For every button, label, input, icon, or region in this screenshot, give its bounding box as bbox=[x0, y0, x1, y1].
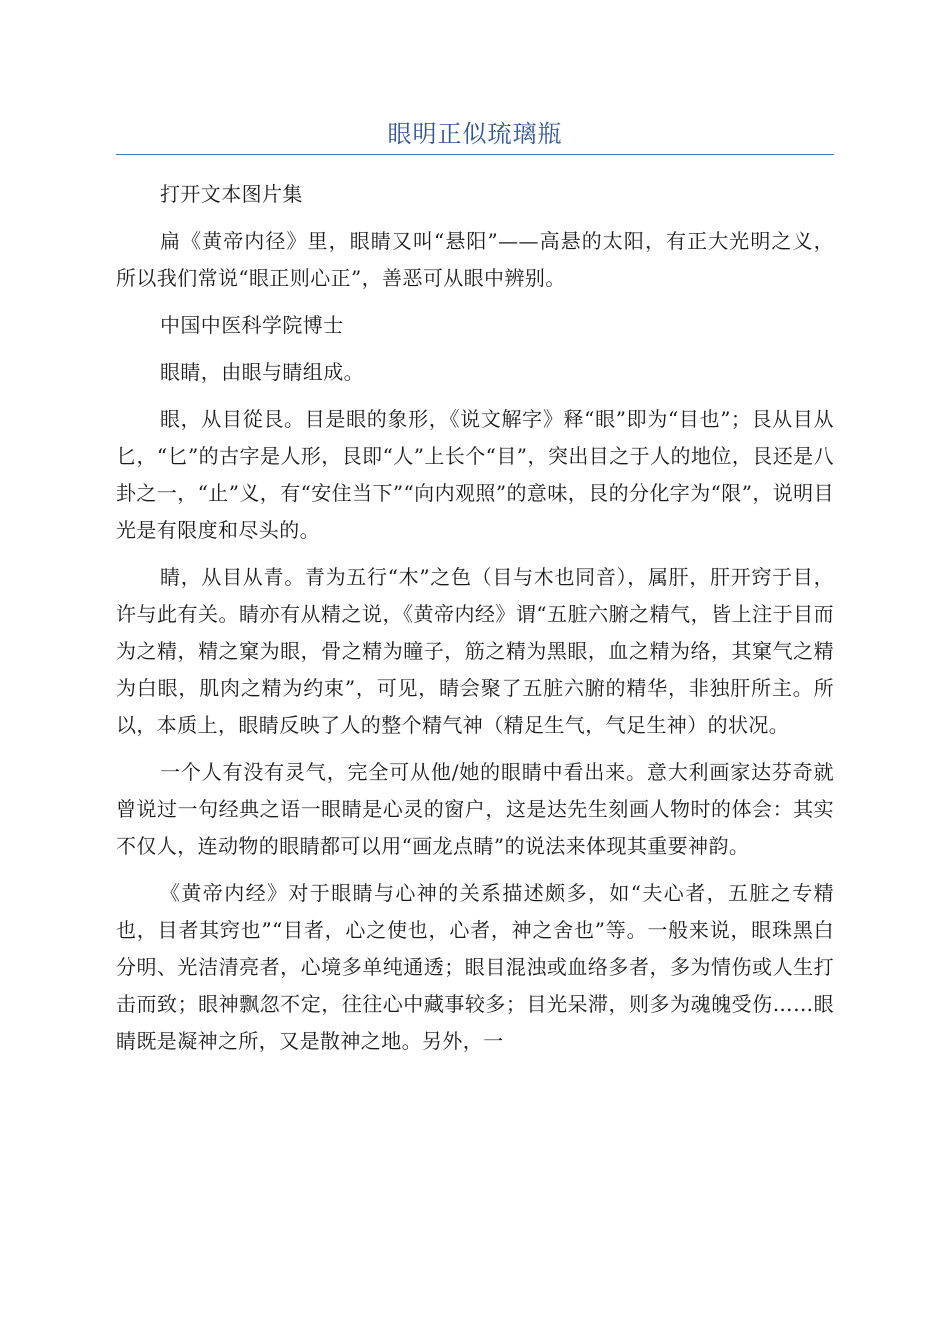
paragraph-1: 打开文本图片集 bbox=[160, 182, 303, 206]
paragraph-8: 《黄帝内经》对于眼睛与心神的关系描述颇多，如“夫心者，五脏之专精也，目者其窍也”“目者，心之使也，心者，神之舍也”等。一般来说，眼珠黑白分明、光洁清亮者，心境多单纯通透；眼目混浊或血络多者，多为情伤或人生打击而致；眼神飘忽不定，往往心中藏事较多；目光呆滞，则多为魂魄受伤……眼睛既是凝神之所，又是散神之地。另外，一 bbox=[116, 881, 834, 1053]
document-title: 眼明正似琉璃瓶 bbox=[387, 120, 563, 148]
paragraph-6: 睛，从目从青。青为五行“木”之色（目与木也同音），属肝，肝开窍于目，许与此有关。睛亦有从精之说，《黄帝内经》谓“五脏六腑之精气，皆上注于目而为之精，精之窠为眼，骨之精为瞳子，筋之精为黑眼，血之精为络，其窠气之精为白眼，肌肉之精为约束”，可见，睛会聚了五脏六腑的精华，非独肝所主。所以，本质上，眼睛反映了人的整个精气神（精足生气，气足生神）的状况。 bbox=[116, 565, 834, 737]
title-underline bbox=[116, 154, 834, 155]
document-body bbox=[116, 176, 834, 1070]
paragraph-4: 眼睛，由眼与睛组成。 bbox=[160, 360, 364, 384]
paragraph-2: 扁《黄帝内径》里，眼睛又叫“悬阳”——高悬的太阳，有正大光明之义，所以我们常说“眼正则心正”，善恶可从眼中辨别。 bbox=[116, 229, 834, 290]
paragraph-3: 中国中医科学院博士 bbox=[160, 313, 344, 337]
paragraph-5: 眼，从目從艮。目是眼的象形，《说文解字》释“眼”即为“目也”；艮从目从匕，“匕”的古字是人形，艮即“人”上长个“目”，突出目之于人的地位，艮还是八卦之一，“止”义，有“安住当下”“向内观照”的意味，艮的分化字为“限”，说明目光是有限度和尽头的。 bbox=[116, 407, 834, 542]
paragraph-7: 一个人有没有灵气，完全可从他/她的眼睛中看出来。意大利画家达芬奇就曾说过一句经典之语一眼睛是心灵的窗户，这是达先生刻画人物时的体会：其实不仅人，连动物的眼睛都可以用“画龙点睛”的说法来体现其重要神韵。 bbox=[116, 760, 834, 858]
